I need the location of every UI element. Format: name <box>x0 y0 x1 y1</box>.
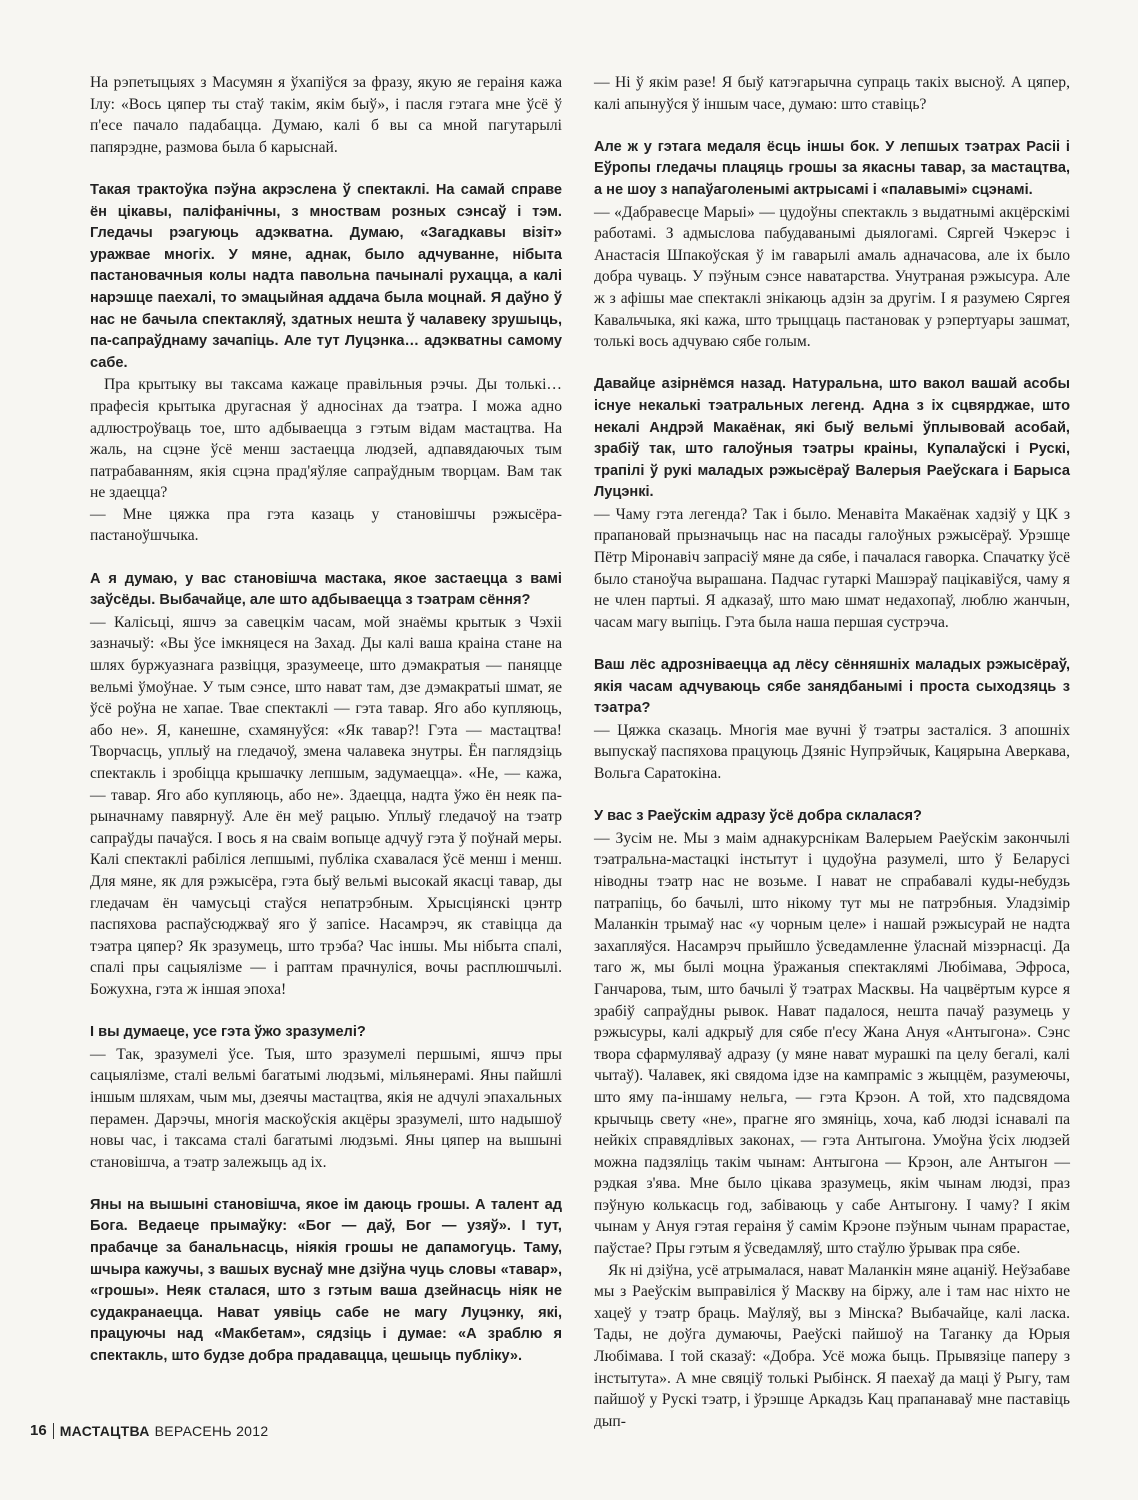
right-column <box>594 72 1070 1432</box>
paragraph-question: Яны на вышыні становішча, якое ім даюць грошы. А талент ад Бога. Ведаеце прымаўку: «Бог — даў, Бог — узяў». І тут, прабачце за банальнасць, ніякія грошы не дапамогуць. Таму, шчыра кажучы, з вашых вуснаў мне дзіўна чуць словы «тавар», «грошы». Неяк сталася, што з гэтым ваша дзейнасць ніяк не судакранаецца. Нават уявіць сабе не магу Луцэнку, які, працуючы над «Макбетам», сядзіць і думае: «А зраблю я спектакль, што будзе добра прадавацца, цешыць публіку». <box>90 1196 562 1365</box>
paragraph-question: Ваш лёс адрозніваецца ад лёсу сённяшніх маладых рэжысёраў, якія часам адчуваюць сябе занядбанымі і проста сыходзяць з тэатра? <box>594 657 1070 717</box>
paragraph-answer: — Цяжка сказаць. Многія мае вучні ў тэатры засталіся. З апошніх выпускаў паспяхова працуюць Дзяніс Нупрэйчык, Кацярына Аверкава, Вольга Саратокіна. <box>594 721 1070 782</box>
paragraph-question: Давайце азірнёмся назад. Натуральна, што вакол вашай асобы існуе некалькі тэатральных легенд. Адна з іх сцвярджае, што некалі Андрэй Макаёнак, які быў вельмі ўплывовай асобай, зрабіў так, што галоўныя тэатры краіны, Купалаўскі і Рускі, трапілі ў рукі маладых рэжысёраў Валерыя Раеўскага і Барыса Луцэнкі. <box>594 376 1070 501</box>
page-number: 16 <box>30 1422 47 1439</box>
paragraph-answer: — Мне цяжка пра гэта казаць у становішчы рэжысёра-пастаноўшчыка. <box>90 505 562 545</box>
paragraph-question: У вас з Раеўскім адразу ўсё добра склалася? <box>594 808 922 825</box>
magazine-title: МАСТАЦТВА <box>59 1422 150 1439</box>
left-column <box>90 72 562 1368</box>
footer-divider <box>53 1423 54 1439</box>
paragraph-question: І вы думаеце, усе гэта ўжо зразумелі? <box>90 1024 366 1041</box>
paragraph-answer: На рэпетыцыях з Масумян я ўхапіўся за фразу, якую яе гераіня кажа Ілу: «Вось цяпер ты стаў такім, якім быў», і пасля гэтага мне ўсё ў п'есе пачало падабацца. Думаю, калі б вы са мной пагутарылі папярэдне, размова была б карыснай. <box>90 74 562 156</box>
paragraph-answer: — Калісьці, яшчэ за савецкім часам, мой знаёмы крытык з Чэхіі зазначыў: «Вы ўсе імкняцеся на Захад. Ды калі ваша краіна стане на шлях буржуазнага развіцця, зразумееце, што дэмакратыя — паняцце вельмі ўмоўнае. У тым сэнсе, што нават там, дзе дэмакратыі шмат, яе ўсё роўна не хапае. Твае спектаклі — гэта тавар. Яго або купляюць, або не». Я, канешне, схамянуўся: «Як тавар?! Гэта — мастацтва! Творчасць, уплыў на гледачоў, змена чалавека знутры. Ён паглядзіць спектакль і зробіцца крышачку лепшым, задумаецца». «Не, — кажа, — тавар. Яго або купляюць, або не». Здаецца, надта ўжо ён неяк па-рыначнаму павярнуў. Але ён меў рацыю. Уплыў гледачоў на тэатр сапраўды пачаўся. І вось я на сваім вопыце адчуў гэта ў поўнай меры. Калі спектаклі рабіліся лепшымі, публіка схавалася ўсё менш і менш. Для мяне, як для рэжысёра, гэта быў вельмі высокай якасці тавар, ды гледачам ён чамусьці стаўся непатрэбным. Хрысціянскі цэнтр паспяхова распаўсюджваў яго ў запісе. Насамрэч, як ставіцца да тэатра цяпер? Як зразумець, што трэба? Час іншы. Мы нібыта спалі, спалі пры сацыялізме — і раптам прачнуліся, вочы расплюшчылі. Божухна, гэта ж іншая эпоха! <box>90 613 562 998</box>
page-footer <box>30 1422 268 1439</box>
paragraph-question: Але ж у гэтага медаля ёсць іншы бок. У лепшых тэатрах Расіі і Еўропы гледачы плацяць грошы за якасны тавар, за мастацтва, а не шоу з напаўаголенымі актрысамі і «палавымі» сцэнамі. <box>594 138 1070 198</box>
paragraph-answer: Як ні дзіўна, усё атрымалася, нават Маланкін мяне ацаніў. Неўзабаве мы з Раеўскім выправіліся ў Маскву на біржу, але і там нас ніхто не хацеў у тэатр браць. Маўляў, вы з Мінска? Выбачайце, калі ласка. Тады, не доўга думаючы, Раеўскі пайшоў на Таганку да Юрыя Любімава. І той сказаў: «Добра. Усё можа быць. Прывязіце паперу з інстытута». А мне свяціў толькі Рыбінск. Я паехаў да маці ў Рыгу, там пайшоў у Рускі тэатр, і ўрэшце Аркадзь Кац прапанаваў мне паставіць дып- <box>594 1261 1070 1430</box>
paragraph-question: А я думаю, у вас становішча мастака, якое застаецца з вамі заўсёды. Выбачайце, але што адбываецца з тэатрам сёння? <box>90 570 562 609</box>
paragraph-answer: Пра крытыку вы таксама кажаце правільныя рэчы. Ды толькі… прафесія крытыка другасная ў адносінах да тэатра. І можа адно адлюстроўваць тое, што адбываецца з гэтым відам мастацтва. На жаль, на сцэне ўсё менш застаецца людзей, адпавядаючых тым патрабаванням, якія сцэна прад'яўляе сапраўдным творцам. Вам так не здаецца? <box>90 376 562 502</box>
issue-date: ВЕРАСЕНЬ 2012 <box>154 1422 269 1439</box>
paragraph-question: Такая трактоўка пэўна акрэслена ў спектаклі. На самай справе ён цікавы, паліфанічны, з мноствам розных сэнсаў і тэм. Гледачы рэагуюць адэкватна. Думаю, «Загадкавы візіт» уражвае многіх. У мяне, аднак, было адчуванне, нібыта пастановачныя колы надта павольна пачыналі рухацца, а калі нарэшце паехалі, то эмацыйная аддача была моцнай. Я даўно ў нас не бачыла спектакляў, здатных нешта ў чалавеку зрушыць, па-сапраўднаму зачапіць. Але тут Луцэнка… адэкватны самому сабе. <box>90 181 562 371</box>
paragraph-answer: — Зусім не. Мы з маім аднакурснікам Валерыем Раеўскім закончылі тэатральна-мастацкі інстытут і цудоўна разумелі, што ў Беларусі ніводны тэатр нас не возьме. І нават не спрабавалі куды-небудзь патрапіць, бо бачылі, што нікому тут мы не патрэбныя. Уладзімір Маланкін трымаў нас «у чорным целе» і нашай рэжысурай не надта захапляўся. Насамрэч прыйшло ўсведамленне ўласнай мізэрнасці. Да таго ж, мы былі моцна ўражаныя спектаклямі Любімава, Эфроса, Ганчарова, тым, што бачылі ў тэатрах Масквы. На чацвёртым курсе я зрабіў сапраўдны рывок. Нават падалося, нешта пачаў разумець у рэжысуры, калі адкрыў для сябе п'есу Жана Ануя «Антыгона». Сэнс твора сфармуляваў адразу (у мяне нават мурашкі па целу бегалі, калі чытаў). Чалавек, які свядома ідзе на кампраміс з жыццём, разумеючы, што яму па-іншаму нельга, — гэта Крэон. А той, хто падсвядома крычыць свету «не», прагне яго змяніць, хоча, каб людзі існавалі па нейкіх справядлівых законах, — гэта Антыгона. Умоўна ўсіх людзей можна падзяліць такім чынам: Антыгона — Крэон, але Антыгон — рэдкая з'ява. Мне было цікава зразумець, якім чынам людзі, праз пэўную колькасць год, забіваюць у сабе Антыгону. І чаму? І якім чынам у Ануя гэтая гераіня ў самім Крэоне пэўным чынам прарастае, паўстае? Пры гэтым я ўсведамляў, што стаўлю ўрывак пра сябе. <box>594 829 1070 1258</box>
paragraph-answer: — Так, зразумелі ўсе. Тыя, што зразумелі першымі, яшчэ пры сацыялізме, сталі вельмі багатымі людзьмі, мільянерамі. Яны пайшлі іншым шляхам, чым мы, дзеячы мастацтва, якія не адчулі эпахальных перамен. Дарэчы, многія маскоўскія акцёры зразумелі, што надышоў новы час, і таксама сталі багатымі людзьмі. Яны цяпер на вышыні становішча, а тэатр залежыць ад іх. <box>90 1045 562 1171</box>
paragraph-answer: — Ні ў якім разе! Я быў катэгарычна супраць такіх высноў. А цяпер, калі апынуўся ў іншым часе, думаю: што ставіць? <box>594 74 1070 113</box>
paragraph-answer: — «Дабравесце Марыі» — цудоўны спектакль з выдатнымі акцёрскімі работамі. З адмыслова пабудаванымі дыялогамі. Сяргей Чэкерэс і Анастасія Шпакоўская ў ім гаварылі амаль адначасова, але іх было добра чуваць. У пэўным сэнсе наватарства. Унутраная рэжысура. Але ж з афішы мае спектаклі знікаюць адзін за другім. І я разумею Сяргея Кавальчыка, які кажа, што трыццаць пастановак у рэпертуары зашмат, толькі вось адчуваю сябе голым. <box>594 203 1070 351</box>
paragraph-answer: — Чаму гэта легенда? Так і было. Менавіта Макаёнак хадзіў у ЦК з прапановай прызначыць нас на пасады галоўных рэжысёраў. Урэшце Пётр Міронавіч запрасіў мяне да сябе, і пачалася гаворка. Спачатку ўсё было станоўча вырашана. Падчас гутаркі Машэраў пацікавіўся, чаму я не член партыі. Я адказаў, што маю шмат недахопаў, люблю жанчын, часам магу выпіць. Гэта была наша першая сустрэча. <box>594 505 1070 631</box>
